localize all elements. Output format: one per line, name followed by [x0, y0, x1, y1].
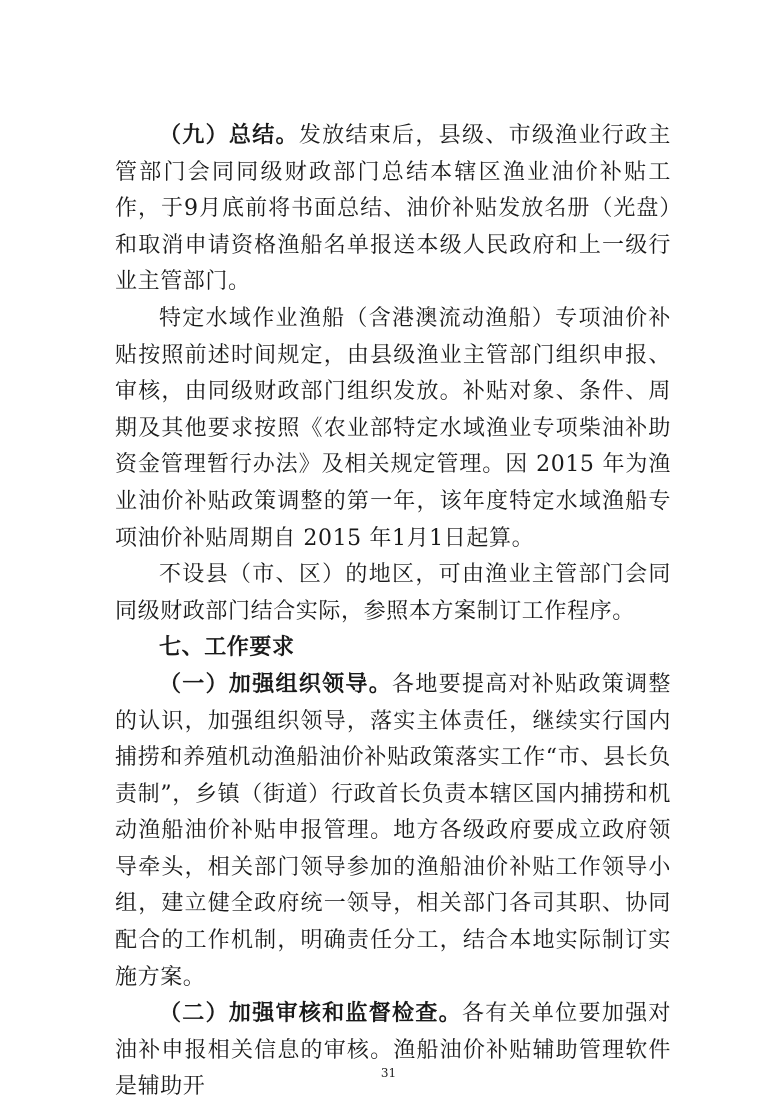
paragraph-lead: （二）加强审核和监督检查。 — [159, 1001, 462, 1027]
document-body — [115, 118, 671, 1106]
paragraph-text: 各有关单位要加强对油补申报相关信息的审核。渔船油价补贴辅助管理软件是辅助开 — [115, 1001, 671, 1100]
paragraph-special-waters — [115, 301, 671, 557]
paragraph-text: 特定水域作业渔船（含港澳流动渔船）专项油价补贴按照前述时间规定，由县级渔业主管部门组织申报、审核，由同级财政部门组织发放。补贴对象、条件、周期及其他要求按照《农业部特定水域渔业专项柴油补助资金管理暂行办法》及相关规定管理。因 2015 年为渔业油价补贴政策调整的第一年，该年度特定水域渔船专项油价补贴周期自 2015 年1月1日起算。 — [115, 305, 671, 551]
paragraph-supervision — [115, 996, 671, 1106]
paragraph-no-county — [115, 557, 671, 630]
paragraph-text: 不设县（市、区）的地区，可由渔业主管部门会同同级财政部门结合实际，参照本方案制订工作程序。 — [115, 562, 671, 624]
paragraph-lead: （一）加强组织领导。 — [159, 671, 393, 697]
paragraph-organization — [115, 667, 671, 996]
paragraph-text: 各地要提高对补贴政策调整的认识，加强组织领导，落实主体责任，继续实行国内捕捞和养殖机动渔船油价补贴政策落实工作“市、县长负责制”，乡镇（街道）行政首长负责本辖区国内捕捞和机动渔船油价补贴申报管理。地方各级政府要成立政府领导牵头，相关部门领导参加的渔船油价补贴工作领导小组，建立健全政府统一领导，相关部门各司其职、协同配合的工作机制，明确责任分工，结合本地实际制订实施方案。 — [115, 671, 671, 990]
page-number: 31 — [380, 1066, 397, 1080]
section-heading: 七、工作要求 — [159, 635, 295, 661]
paragraph-text: 发放结束后，县级、市级渔业行政主管部门会同同级财政部门总结本辖区渔业油价补贴工作，于9月底前将书面总结、油价补贴发放名册（光盘）和取消申请资格渔船名单报送本级人民政府和上一级行业主管部门。 — [115, 123, 671, 295]
paragraph-summary — [115, 118, 671, 301]
paragraph-lead: （九）总结。 — [159, 123, 299, 148]
